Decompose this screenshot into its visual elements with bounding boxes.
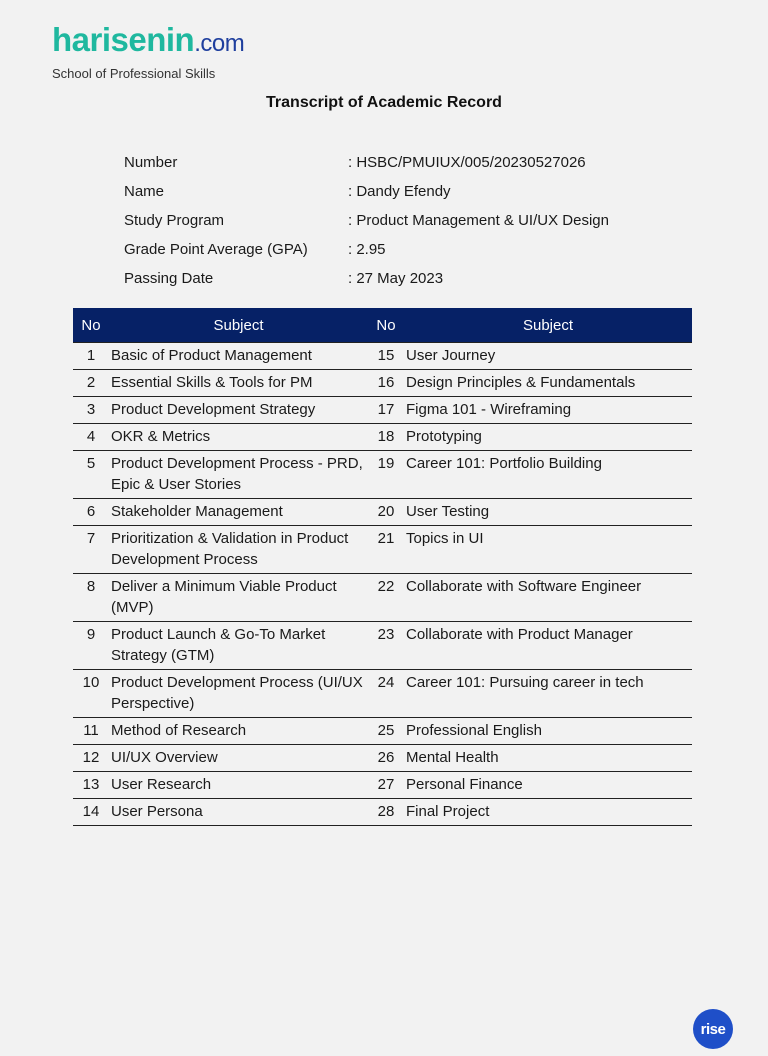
subject-name: Design Principles & Fundamentals [404,370,692,397]
table-row [73,499,692,526]
header-no: No [368,308,404,343]
subject-number: 24 [368,670,404,718]
info-label: Grade Point Average (GPA) [124,241,308,258]
subject-number: 8 [73,574,109,622]
table-row [73,799,692,826]
subject-number: 22 [368,574,404,622]
subject-number: 10 [73,670,109,718]
subject-name: User Testing [404,499,692,526]
table-row [73,451,692,499]
subject-name: Product Launch & Go-To Market Strategy (GTM) [109,622,368,670]
subject-number: 9 [73,622,109,670]
table-header-row [73,308,692,343]
info-value: : 27 May 2023 [348,270,444,287]
info-value: : Product Management & UI/UX Design [348,212,609,229]
subject-number: 28 [368,799,404,826]
subject-name: Stakeholder Management [109,499,368,526]
info-label: Name [124,183,165,200]
info-row-name [124,177,609,206]
subject-name: Essential Skills & Tools for PM [109,370,368,397]
info-row-passing-date [124,264,609,293]
info-label: Passing Date [124,270,214,287]
student-info [124,148,609,293]
subject-number: 2 [73,370,109,397]
subject-name: Product Development Process - PRD, Epic & User Stories [109,451,368,499]
harisenin-logo [52,20,244,81]
subject-name: Prioritization & Validation in Product Development Process [109,526,368,574]
logo-brand: harisenin [52,21,195,58]
subject-number: 19 [368,451,404,499]
subject-name: Product Development Process (UI/UX Perspective) [109,670,368,718]
subject-number: 25 [368,718,404,745]
table-row [73,370,692,397]
subject-name: Professional English [404,718,692,745]
info-row-program [124,206,609,235]
subject-name: Mental Health [404,745,692,772]
subject-number: 11 [73,718,109,745]
subject-number: 21 [368,526,404,574]
subject-number: 5 [73,451,109,499]
subject-number: 14 [73,799,109,826]
info-value: : Dandy Efendy [348,183,451,200]
subject-name: Career 101: Portfolio Building [404,451,692,499]
subject-name: Personal Finance [404,772,692,799]
document-title: Transcript of Academic Record [266,94,502,111]
subject-number: 17 [368,397,404,424]
subject-name: Prototyping [404,424,692,451]
logo-tagline: School of Professional Skills [52,66,216,81]
subject-number: 6 [73,499,109,526]
subject-name: UI/UX Overview [109,745,368,772]
table-row [73,424,692,451]
rise-logo-badge: rise [693,1009,733,1049]
table-row [73,670,692,718]
header-subject: Subject [109,308,368,343]
subject-number: 4 [73,424,109,451]
subject-number: 15 [368,343,404,370]
subject-name: Career 101: Pursuing career in tech [404,670,692,718]
subject-number: 26 [368,745,404,772]
subject-number: 23 [368,622,404,670]
table-row [73,745,692,772]
table-row [73,772,692,799]
info-value: : 2.95 [348,241,386,258]
logo-suffix: .com [194,30,245,57]
subject-number: 16 [368,370,404,397]
table-row [73,718,692,745]
table-row [73,526,692,574]
info-label: Study Program [124,212,225,229]
header-subject: Subject [404,308,692,343]
subject-number: 3 [73,397,109,424]
subject-number: 7 [73,526,109,574]
info-label: Number [124,154,178,171]
subject-number: 18 [368,424,404,451]
subject-number: 12 [73,745,109,772]
subject-name: Basic of Product Management [109,343,368,370]
subject-number: 13 [73,772,109,799]
subjects-table [73,308,692,826]
info-row-number [124,148,609,177]
subject-name: Topics in UI [404,526,692,574]
subject-name: Figma 101 - Wireframing [404,397,692,424]
subject-number: 1 [73,343,109,370]
subject-name: User Persona [109,799,368,826]
subject-name: Deliver a Minimum Viable Product (MVP) [109,574,368,622]
subject-number: 27 [368,772,404,799]
subject-name: Collaborate with Software Engineer [404,574,692,622]
table-row [73,397,692,424]
subject-name: User Research [109,772,368,799]
subject-number: 20 [368,499,404,526]
subject-name: OKR & Metrics [109,424,368,451]
subject-name: Product Development Strategy [109,397,368,424]
subject-name: Method of Research [109,718,368,745]
table-row [73,343,692,370]
table-row [73,622,692,670]
subject-name: Collaborate with Product Manager [404,622,692,670]
info-row-gpa [124,235,609,264]
info-value: : HSBC/PMUIUX/005/20230527026 [348,154,586,171]
header-no: No [73,308,109,343]
table-row [73,574,692,622]
subject-name: Final Project [404,799,692,826]
subject-name: User Journey [404,343,692,370]
logo-wordmark [52,20,244,64]
